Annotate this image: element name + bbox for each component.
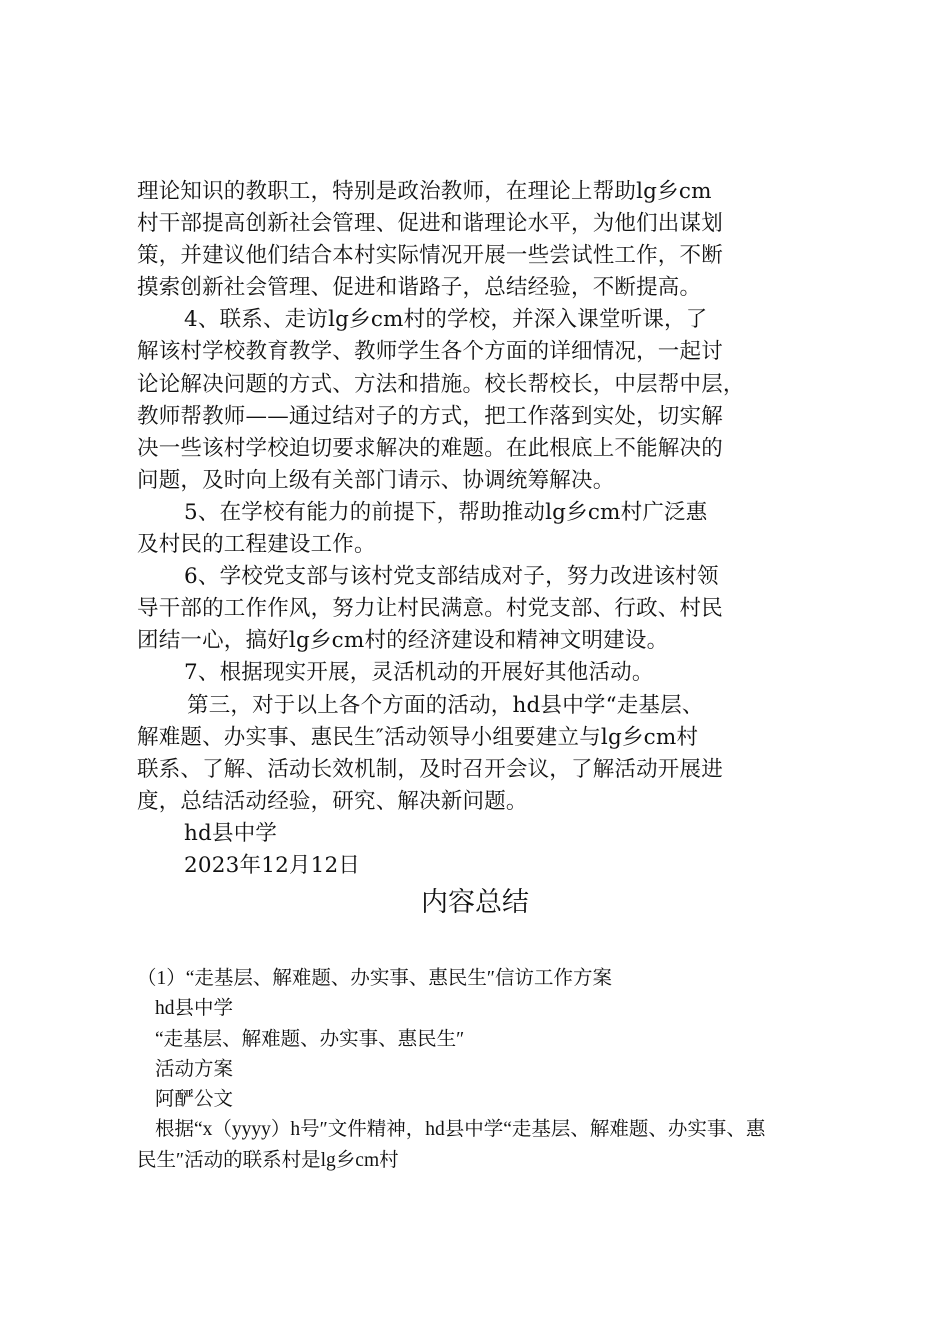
summary-line: “走基层、解难题、办实事、惠民生″ xyxy=(155,1028,465,1050)
summary-title: 内容总结 xyxy=(421,887,529,918)
text-line: 及村民的工程建设工作。 xyxy=(137,532,376,558)
summary-line: 阿酽公文 xyxy=(155,1089,234,1111)
text-line: 论论解决问题的方式、方法和措施。校长帮校长，中层帮中层， xyxy=(137,371,745,397)
summary-line: hd县中学 xyxy=(155,998,234,1020)
text-line: 理论知识的教职工，特别是政治教师，在理论上帮助lg乡cm xyxy=(137,179,712,204)
text-line: 解该村学校教育教学、教师学生各个方面的详细情况，一起讨 xyxy=(137,339,723,365)
text-line: 4、联系、走访lg乡cm村的学校，并深入课堂听课，了 xyxy=(184,307,708,333)
signature-date: 2023年12月12日 xyxy=(184,852,361,878)
summary-line: （1）“走基层、解难题、办实事、惠民生″信访工作方案 xyxy=(137,968,613,989)
text-line: 策，并建议他们结合本村实际情况开展一些尝试性工作，不断 xyxy=(137,243,723,269)
text-line: 第三，对于以上各个方面的活动，hd县中学“走基层、 xyxy=(187,692,704,718)
text-line: 教师帮教师——通过结对子的方式，把工作落到实处，切实解 xyxy=(137,403,723,429)
text-line: 7、根据现实开展，灵活机动的开展好其他活动。 xyxy=(184,660,654,686)
text-line: 摸索创新社会管理、促进和谐路子，总结经验，不断提高。 xyxy=(137,275,702,301)
text-line: 问题，及时向上级有关部门请示、协调统筹解决。 xyxy=(137,467,615,493)
summary-line: 根据“x（yyyy）h号″文件精神，hd县中学“走基层、解难题、办实事、惠 xyxy=(155,1119,766,1141)
text-line: 6、学校党支部与该村党支部结成对子，努力改进该村领 xyxy=(184,564,719,590)
text-line: 决一些该村学校迫切要求解决的难题。在此根底上不能解决的 xyxy=(137,435,723,461)
summary-line: 民生″活动的联系村是lg乡cm村 xyxy=(137,1149,399,1171)
text-line: 团结一心，搞好lg乡cm村的经济建设和精神文明建设。 xyxy=(137,628,669,654)
text-line: 联系、了解、活动长效机制，及时召开会议，了解活动开展进 xyxy=(137,756,723,782)
text-line: 5、在学校有能力的前提下，帮助推动lg乡cm村广泛惠 xyxy=(184,499,708,525)
text-line: 导干部的工作作风，努力让村民满意。村党支部、行政、村民 xyxy=(137,596,723,622)
summary-section xyxy=(137,964,837,1176)
document-body xyxy=(137,176,837,882)
text-line: 村干部提高创新社会管理、促进和谐理论水平，为他们出谋划 xyxy=(137,211,723,237)
signature-org: hd县中学 xyxy=(184,820,278,846)
text-line: 解难题、办实事、惠民生″活动领导小组要建立与lg乡cm村 xyxy=(137,724,699,750)
text-line: 度，总结活动经验，研究、解决新问题。 xyxy=(137,788,528,814)
summary-line: 活动方案 xyxy=(155,1058,234,1080)
